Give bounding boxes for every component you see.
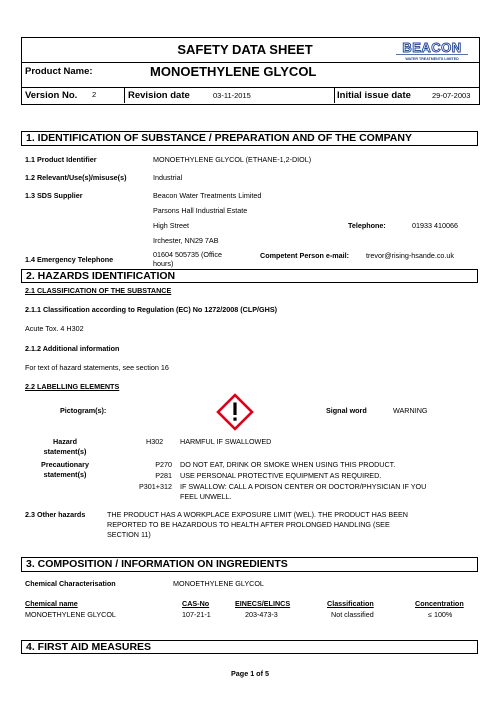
precaution-code: P301+312 [139, 482, 172, 491]
emergency-telephone-value-cont: hours) [153, 259, 174, 268]
supplier-line: Beacon Water Treatments Limited [153, 191, 262, 200]
page-number: Page 1 of 5 [231, 669, 269, 678]
product-identifier-value: MONOETHYLENE GLYCOL (ETHANE-1,2-DIOL) [153, 155, 312, 164]
emergency-telephone-label: 1.4 Emergency Telephone [25, 255, 114, 264]
relevant-use-value: Industrial [153, 173, 183, 182]
product-name-label: Product Name: [25, 66, 93, 77]
revision-value: 03-11-2015 [213, 91, 251, 100]
version-label: Version No. [25, 90, 78, 101]
column-header-einecs: EINECS/ELINCS [235, 599, 291, 608]
section-3-header [21, 557, 478, 572]
version-value: 2 [92, 90, 97, 99]
precautionary-label-line1: Precautionary [41, 460, 89, 469]
pictogram-label: Pictogram(s): [60, 406, 107, 415]
chemical-characterisation-label: Chemical Characterisation [25, 579, 116, 588]
supplier-line: Irchester, NN29 7AB [153, 236, 219, 245]
header-rule-2 [22, 87, 479, 88]
precaution-text: USE PERSONAL PROTECTIVE EQUIPMENT AS REQUIRED. [180, 471, 382, 480]
supplier-line: Parsons Hall Industrial Estate [153, 206, 248, 215]
initial-issue-label: Initial issue date [337, 90, 411, 101]
regulation-heading: 2.1.1 Classification according to Regulation (EC) No 1272/2008 (CLP/GHS) [25, 305, 278, 314]
competent-person-label: Competent Person e-mail: [260, 251, 350, 260]
initial-issue-value: 29-07-2003 [432, 91, 471, 100]
other-hazards-label: 2.3 Other hazards [25, 510, 86, 519]
header-vrule-2 [334, 87, 335, 103]
section-4-header [21, 640, 478, 654]
precaution-text-cont: FEEL UNWELL. [180, 492, 232, 501]
emergency-telephone-value: 01604 505735 (Office [153, 250, 223, 259]
section-1-header [21, 131, 478, 146]
header-rule-1 [22, 62, 479, 63]
revision-label: Revision date [128, 90, 190, 101]
cell-concentration: ≤ 100% [428, 610, 453, 619]
section-3-title: 3. COMPOSITION / INFORMATION ON INGREDIENTS [26, 558, 288, 570]
sds-supplier-label: 1.3 SDS Supplier [25, 191, 83, 200]
section-4-title: 4. FIRST AID MEASURES [26, 641, 152, 653]
chemical-characterisation-value: MONOETHYLENE GLYCOL [173, 579, 264, 588]
precautionary-statement-label [22, 460, 108, 479]
cell-classification: Not classified [331, 610, 374, 619]
hazard-code: H302 [146, 437, 164, 446]
additional-info-heading: 2.1.2 Additional information [25, 344, 120, 353]
hazard-statement-label [30, 437, 100, 456]
logo-subtitle: WATER TREATMENTS LIMITED [405, 57, 459, 61]
signal-word-label: Signal word [326, 406, 367, 415]
hazard-statement-label-line1: Hazard [53, 437, 77, 446]
exclamation-mark-pictogram-icon [216, 393, 254, 431]
column-header-chemical-name: Chemical name [25, 599, 78, 608]
precaution-code: P281 [155, 471, 172, 480]
labelling-heading: 2.2 LABELLING ELEMENTS [25, 382, 120, 391]
telephone-value: 01933 410066 [412, 221, 458, 230]
product-identifier-label: 1.1 Product Identifier [25, 155, 97, 164]
section-2-title: 2. HAZARDS IDENTIFICATION [26, 270, 176, 282]
supplier-line: High Street [153, 221, 189, 230]
competent-person-email: trevor@rising-hsande.co.uk [366, 251, 454, 260]
precautionary-label-line2: statement(s) [43, 470, 87, 479]
product-name-value: MONOETHYLENE GLYCOL [150, 64, 317, 79]
signal-word-value: WARNING [393, 406, 428, 415]
cell-cas: 107-21-1 [182, 610, 211, 619]
acute-toxicity: Acute Tox. 4 H302 [25, 324, 84, 333]
company-logo [388, 38, 476, 62]
additional-info-text: For text of hazard statements, see section 16 [25, 363, 169, 372]
relevant-use-label: 1.2 Relevant/Use(s)/misuse(s) [25, 173, 127, 182]
classification-heading: 2.1 CLASSIFICATION OF THE SUBSTANCE [25, 286, 172, 295]
column-header-classification: Classification [327, 599, 374, 608]
section-2-header [21, 269, 478, 283]
other-hazards-line: REPORTED TO BE HAZARDOUS TO HEALTH AFTER PROLONGED HANDLING (SEE [107, 520, 390, 529]
column-header-cas: CAS-No [182, 599, 210, 608]
other-hazards-line: SECTION 11) [107, 530, 151, 539]
doc-title: SAFETY DATA SHEET [177, 42, 313, 57]
telephone-label: Telephone: [348, 221, 386, 230]
column-header-concentration: Concentration [415, 599, 464, 608]
hazard-text: HARMFUL IF SWALLOWED [180, 437, 272, 446]
svg-text:BEACON: BEACON [402, 40, 462, 55]
other-hazards-line: THE PRODUCT HAS A WORKPLACE EXPOSURE LIMIT (WEL). THE PRODUCT HAS BEEN [107, 510, 408, 519]
precaution-code: P270 [155, 460, 172, 469]
precaution-text: IF SWALLOW: CALL A POISON CENTER OR DOCTOR/PHYSICIAN IF YOU [180, 482, 427, 491]
precaution-text: DO NOT EAT, DRINK OR SMOKE WHEN USING THIS PRODUCT. [180, 460, 396, 469]
section-1-title: 1. IDENTIFICATION OF SUBSTANCE / PREPARATION AND OF THE COMPANY [26, 132, 412, 144]
hazard-statement-label-line2: statement(s) [43, 447, 87, 456]
header-vrule-1 [124, 87, 125, 103]
cell-chemical-name: MONOETHYLENE GLYCOL [25, 610, 116, 619]
cell-einecs: 203-473-3 [245, 610, 278, 619]
